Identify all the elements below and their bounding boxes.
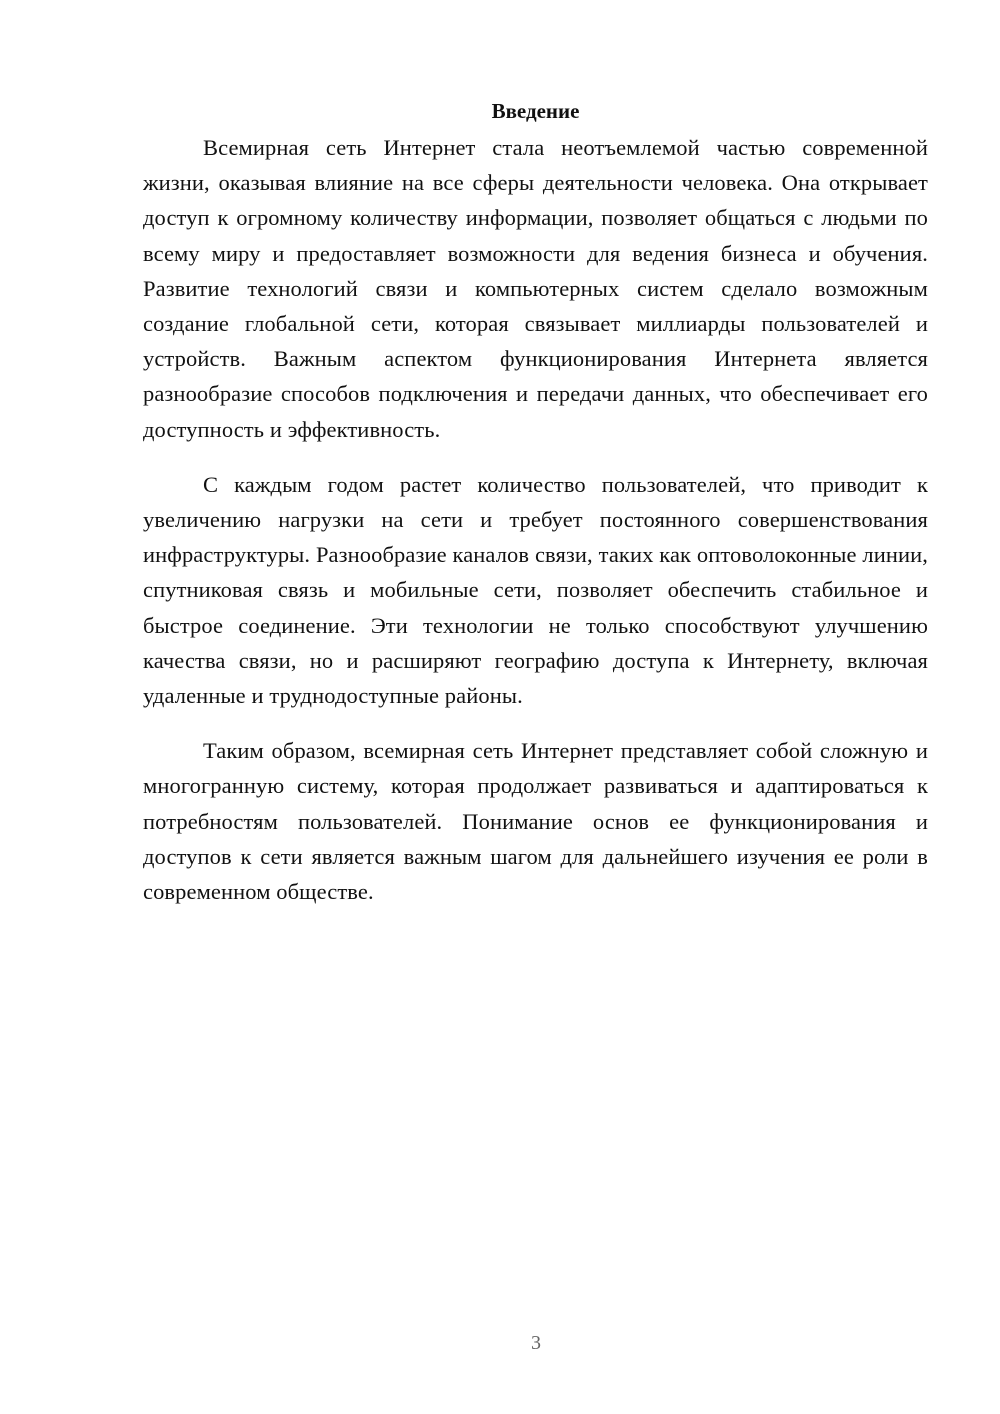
- paragraph-2: С каждым годом растет количество пользователей, что приводит к увеличению нагрузки на сети и требует постоянного совершенствования инфраструктуры. Разнообразие каналов связи, таких как оптоволоконные линии, спутниковая связь и мобильные сети, позволяет обеспечить стабильное и быстрое соединение. Эти технологии не только способствуют улучшению качества связи, но и расширяют географию доступа к Интернету, включая удаленные и труднодоступные районы.: [143, 471, 928, 709]
- paragraph-3: Таким образом, всемирная сеть Интернет представляет собой сложную и многогранную систему, которая продолжает развиваться и адаптироваться к потребностям пользователей. Понимание основ ее функционирования и доступов к сети является важным шагом для дальнейшего изучения ее роли в современном обществе.: [143, 738, 928, 905]
- paragraph-1: Всемирная сеть Интернет стала неотъемлемой частью современной жизни, оказывая влияние на все сферы деятельности человека. Она открывает доступ к огромному количеству информации, позволяет общаться с людьми по всему миру и предоставляет возможности для ведения бизнеса и обучения. Развитие технологий связи и компьютерных систем сделало возможным создание глобальной сети, которая связывает миллиарды пользователей и устройств. Важным аспектом функционирования Интернета является разнообразие способов подключения и передачи данных, что обеспечивает его доступность и эффективность.: [143, 135, 928, 442]
- section-title: Введение: [491, 99, 580, 123]
- page-number: 3: [531, 1332, 541, 1354]
- page-content: [143, 96, 928, 909]
